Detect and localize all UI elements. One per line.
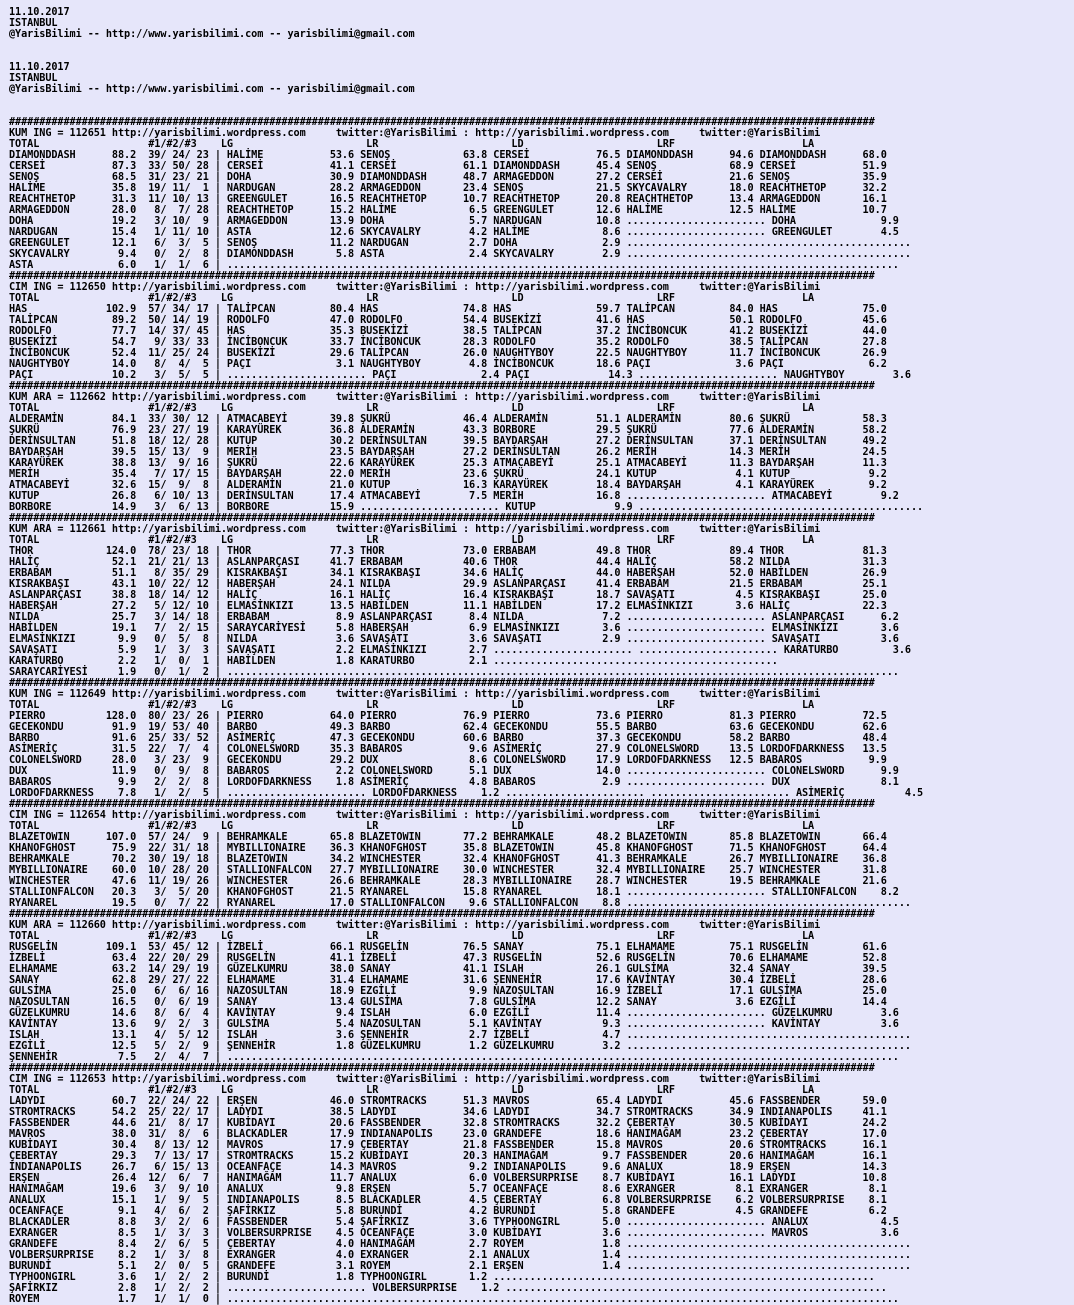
header-contact: @YarisBilimi -- http://www.yarisbilimi.com -- yarisbilimi@gmail.com bbox=[9, 29, 415, 40]
header-city: ISTANBUL bbox=[9, 18, 58, 29]
report-page bbox=[9, 7, 1069, 1305]
header-contact-repeat: @YarisBilimi -- http://www.yarisbilimi.com -- yarisbilimi@gmail.com bbox=[9, 84, 415, 95]
header-city-repeat: ISTANBUL bbox=[9, 73, 58, 84]
header-date-repeat: 11.10.2017 bbox=[9, 62, 70, 73]
header-spacer bbox=[9, 40, 1069, 62]
race-report-tables: ############################################################################################################################################### KUM ING = 112651 http://yarisbilimi.wordpress.com twitter:@YarisBilimi : http://yarisbilimi.wordpress.com twitter:@YarisBilimi TOTAL #1/#2/#3 LG LR LD LRF LA DIAMONDDASH 88.2 39/ 24/ 23 | HALİME 53.6 SENOŞ 63.8 CERSEİ 76.5 DIAMONDDASH 94.6 DIAMONDDASH 68.0 CERSEİ 87.3 33/ 50/ 28 | CERSEİ 41.1 CERSEİ 61.1 DIAMONDDASH 45.4 SENOŞ 68.9 CERSEİ 51.9 SENOŞ 68.5 31/ 23/ 21 | DOHA 30.9 DIAMONDDASH 48.7 ARMAGEDDON 27.2 CERSEİ 21.6 SENOŞ 35.9 HALİME 35.8 19/ 11/ 1 | NARDUGAN 28.2 ARMAGEDDON 23.4 SENOŞ 21.5 SKYCAVALRY 18.0 REACHTHETOP 32.2 REACHTHETOP 31.3 11/ 10/ 13 | GREENGULET 16.5 REACHTHETOP 10.7 REACHTHETOP 20.8 REACHTHETOP 13.4 ARMAGEDDON 16.1 ARMAGEDDON 28.0 8/ 7/ 28 | REACHTHETOP 15.2 HALİME 6.5 GREENGULET 12.6 HALİME 12.5 HALİME 10.7 DOHA 19.2 3/ 10/ 9 | ARMAGEDDON 13.9 DOHA 5.7 NARDUGAN 10.8 ....................... DOHA 9.9 NARDUGAN 15.4 1/ 11/ 10 | ASTA 12.6 SKYCAVALRY 4.2 HALİME 8.6 ....................... GREENGULET 4.5 GREENGULET 12.1 6/ 3/ 5 | SENOŞ 11.2 NARDUGAN 2.7 DOHA 2.9 ............................................... SKYCAVALRY 9.4 0/ 2/ 8 | DIAMONDDASH 5.8 ASTA 2.4 SKYCAVALRY 2.9 ............................................... ASTA 6.0 1/ 1/ 6 | ............................................................................................................... ############################################################################################################################################### CIM ING = 112650 http://yarisbilimi.wordpress.com twitter:@YarisBilimi : http://yarisbilimi.wordpress.com twitter:@YarisBilimi TOTAL #1/#2/#3 LG LR LD LRF LA HAS 102.9 57/ 34/ 17 | TALİPCAN 80.4 HAS 74.8 HAS 59.7 TALİPCAN 84.0 HAS 75.0 TALİPCAN 89.2 50/ 14/ 19 | RODOLFO 47.0 RODOLFO 54.4 BUSEKİZİ 41.6 HAS 50.1 RODOLFO 45.6 RODOLFO 77.7 14/ 37/ 45 | HAS 35.3 BUSEKİZİ 38.5 TALİPCAN 37.2 İNCİBONCUK 41.2 BUSEKİZİ 44.0 BUSEKİZİ 54.7 9/ 33/ 33 | İNCİBONCUK 33.7 İNCİBONCUK 28.3 RODOLFO 35.2 RODOLFO 38.5 TALİPCAN 27.8 İNCİBONCUK 52.4 11/ 25/ 24 | BUSEKİZİ 29.6 TALİPCAN 26.0 NAUGHTYBOY 22.5 NAUGHTYBOY 11.7 İNCİBONCUK 26.9 NAUGHTYBOY 14.0 8/ 4/ 5 | PAÇI 3.1 NAUGHTYBOY 4.8 İNCİBONCUK 18.6 PAÇI 3.6 PAÇI 6.2 PAÇI 10.2 3/ 5/ 5 | ....................... PAÇI 2.4 PAÇI 14.3 ....................... NAUGHTYBOY 3.6 ############################################################################################################################################### KUM ARA = 112662 http://yarisbilimi.wordpress.com twitter:@YarisBilimi : http://yarisbilimi.wordpress.com twitter:@YarisBilimi TOTAL #1/#2/#3 LG LR LD LRF LA ALDERAMİN 84.1 33/ 30/ 12 | ATMACABEYİ 39.8 ŞUKRÜ 46.4 ALDERAMİN 51.1 ALDERAMİN 80.6 ŞUKRÜ 58.3 ŞUKRÜ 76.9 23/ 27/ 19 | KARAYÜREK 36.8 ALDERAMİN 43.3 BORBORE 29.5 ŞUKRÜ 77.6 ALDERAMİN 58.2 DERİNSULTAN 51.8 18/ 12/ 28 | KUTUP 30.2 DERİNSULTAN 39.5 BAYDARŞAH 27.2 DERİNSULTAN 37.1 DERİNSULTAN 49.2 BAYDARŞAH 39.5 15/ 13/ 9 | MERİH 23.5 BAYDARŞAH 27.2 DERİNSULTAN 26.2 MERİH 14.3 MERİH 24.5 KARAYÜREK 38.8 13/ 9/ 16 | ŞUKRÜ 22.6 KARAYÜREK 25.3 ATMACABEYİ 25.1 ATMACABEYİ 11.3 BAYDARŞAH 11.3 MERİH 35.4 7/ 17/ 15 | BAYDARŞAH 22.0 MERİH 23.6 ŞUKRÜ 24.1 KUTUP 4.1 KUTUP 9.2 ATMACABEYİ 32.6 15/ 9/ 8 | ALDERAMİN 21.0 KUTUP 16.3 KARAYÜREK 18.4 BAYDARŞAH 4.1 KARAYÜREK 9.2 KUTUP 26.8 6/ 10/ 13 | DERİNSULTAN 17.4 ATMACABEYİ 7.5 MERİH 16.8 ....................... ATMACABEYİ 9.2 BORBORE 14.9 3/ 6/ 13 | BORBORE 15.9 ....................... KUTUP 9.9 ............................................... ############################################################################################################################################### KUM ARA = 112661 http://yarisbilimi.wordpress.com twitter:@YarisBilimi : http://yarisbilimi.wordpress.com twitter:@YarisBilimi TOTAL #1/#2/#3 LG LR LD LRF LA THOR 124.0 78/ 23/ 18 | THOR 77.3 THOR 73.0 ERBABAM 49.8 THOR 89.4 THOR 81.3 HALİÇ 52.1 21/ 21/ 13 | ASLANPARÇASI 41.7 ERBABAM 40.6 THOR 44.4 HALİÇ 58.2 NILDA 31.3 ERBABAM 51.1 8/ 35/ 29 | KISRAKBAŞI 34.1 KISRAKBAŞI 34.6 HALİÇ 44.0 HABERŞAH 52.0 HABİLDEN 26.9 KISRAKBAŞI 43.1 10/ 22/ 12 | HABERŞAH 24.1 NILDA 29.9 ASLANPARÇASI 41.4 ERBABAM 21.5 ERBABAM 25.1 ASLANPARÇASI 38.8 18/ 14/ 12 | HALİÇ 16.1 HALİÇ 16.4 KISRAKBAŞI 18.7 SAVAŞATI 4.5 KISRAKBAŞI 25.0 HABERŞAH 27.2 5/ 12/ 10 | ELMASİNKIZI 13.5 HABİLDEN 11.1 HABİLDEN 17.2 ELMASİNKIZI 3.6 HALİÇ 22.3 NILDA 25.7 3/ 14/ 18 | ERBABAM 8.9 ASLANPARÇASI 8.4 NILDA 7.2 ....................... ASLANPARÇASI 6.2 HABİLDEN 19.1 7/ 2/ 15 | SARAYCARİYESİ 5.8 HABERŞAH 6.9 ELMASİNKIZI 3.6 ....................... ELMASİNKIZI 3.6 ELMASİNKIZI 9.9 0/ 5/ 8 | NILDA 3.6 SAVAŞATI 3.6 SAVAŞATI 2.9 ....................... SAVAŞATI 3.6 SAVAŞATI 5.9 1/ 3/ 3 | SAVAŞATI 2.2 ELMASİNKIZI 2.7 ....................... ....................... KARATURBO 3.6 KARATURBO 2.2 1/ 0/ 1 | HABİLDEN 1.8 KARATURBO 2.1 ............................................... SARAYCARİYESİ 1.9 0/ 1/ 2 | ............................................................................................................... ############################################################################################################################################### KUM ING = 112649 http://yarisbilimi.wordpress.com twitter:@YarisBilimi : http://yarisbilimi.wordpress.com twitter:@YarisBilimi TOTAL #1/#2/#3 LG LR LD LRF LA PIERRO 128.0 80/ 23/ 26 | PIERRO 64.0 PIERRO 76.9 PIERRO 73.6 PIERRO 81.3 PIERRO 72.5 GECEKONDU 91.9 19/ 53/ 40 | BARBO 49.3 BARBO 62.4 GECEKONDU 55.5 BARBO 63.6 GECEKONDU 62.6 BARBO 91.6 25/ 33/ 52 | ASİMERİÇ 47.3 GECEKONDU 60.6 BARBO 37.3 GECEKONDU 58.2 BARBO 48.4 ASİMERİÇ 31.5 22/ 7/ 4 | COLONELSWORD 35.3 BABAROS 9.6 ASİMERİÇ 27.9 COLONELSWORD 13.5 LORDOFDARKNESS 13.5 COLONELSWORD 28.0 3/ 23/ 9 | GECEKONDU 29.2 DUX 8.6 COLONELSWORD 17.9 LORDOFDARKNESS 12.5 BABAROS 9.9 DUX 11.9 0/ 9/ 8 | BABAROS 2.2 COLONELSWORD 5.1 DUX 14.0 ....................... COLONELSWORD 9.9 BABAROS 9.9 2/ 2/ 8 | LORDOFDARKNESS 1.8 ASİMERİÇ 4.8 BABAROS 2.9 ....................... DUX 8.1 LORDOFDARKNESS 7.8 1/ 2/ 5 | ....................... LORDOFDARKNESS 1.2 ....................... ....................... ASİMERİÇ 4.5 ############################################################################################################################################### CIM ING = 112654 http://yarisbilimi.wordpress.com twitter:@YarisBilimi : http://yarisbilimi.wordpress.com twitter:@YarisBilimi TOTAL #1/#2/#3 LG LR LD LRF LA BLAZETOWIN 107.0 57/ 24/ 9 | BEHRAMKALE 65.8 BLAZETOWIN 77.2 BEHRAMKALE 48.2 BLAZETOWIN 85.8 BLAZETOWIN 66.4 KHANOFGHOST 75.9 22/ 31/ 18 | MYBILLIONAIRE 36.3 KHANOFGHOST 35.8 BLAZETOWIN 45.8 KHANOFGHOST 71.5 KHANOFGHOST 64.4 BEHRAMKALE 70.2 30/ 19/ 18 | BLAZETOWIN 34.2 WINCHESTER 32.4 KHANOFGHOST 41.3 BEHRAMKALE 26.7 MYBILLIONAIRE 36.8 MYBILLIONAIRE 60.0 10/ 28/ 20 | STALLIONFALCON 27.7 MYBILLIONAIRE 30.0 WINCHESTER 32.4 MYBILLIONAIRE 25.7 WINCHESTER 31.8 WINCHESTER 47.6 11/ 19/ 26 | WINCHESTER 26.6 BEHRAMKALE 28.3 MYBILLIONAIRE 28.7 WINCHESTER 19.5 BEHRAMKALE 21.6 STALLIONFALCON 20.3 3/ 5/ 20 | KHANOFGHOST 21.5 RYANAREL 15.8 RYANAREL 18.1 ....................... STALLIONFALCON 8.2 RYANAREL 19.5 0/ 7/ 22 | RYANAREL 17.0 STALLIONFALCON 9.6 STALLIONFALCON 8.8 ............................................... ############################################################################################################################################### KUM ARA = 112660 http://yarisbilimi.wordpress.com twitter:@YarisBilimi : http://yarisbilimi.wordpress.com twitter:@YarisBilimi TOTAL #1/#2/#3 LG LR LD LRF LA RUSGELİN 109.1 53/ 45/ 12 | İZBELİ 66.1 RUSGELİN 76.5 SANAY 75.1 ELHAMAME 75.1 RUSGELİN 61.6 İZBELİ 63.4 22/ 20/ 29 | RUSGELİN 41.1 İZBELİ 47.3 RUSGELİN 52.6 RUSGELİN 70.6 ELHAMAME 52.8 ELHAMAME 63.2 14/ 29/ 19 | GÜZELKUMRU 38.0 SANAY 41.1 ISLAH 26.1 GULSİMA 32.4 SANAY 39.5 SANAY 62.8 29/ 27/ 22 | ELHAMAME 31.4 ELHAMAME 31.6 ŞENNEHİR 17.6 KAVİNTAY 30.4 İZBELİ 28.6 GULSİMA 25.0 6/ 6/ 16 | NAZOSULTAN 18.9 EZGİLİ 9.9 NAZOSULTAN 16.9 İZBELİ 17.1 GULSİMA 25.0 NAZOSULTAN 16.5 0/ 6/ 19 | SANAY 13.4 GULSİMA 7.8 GULSİMA 12.2 SANAY 3.6 EZGİLİ 14.4 GÜZELKUMRU 14.6 8/ 6/ 4 | KAVİNTAY 9.4 ISLAH 6.0 EZGİLİ 11.4 ....................... GÜZELKUMRU 3.6 KAVİNTAY 13.6 9/ 2/ 3 | GULSİMA 5.4 NAZOSULTAN 5.1 KAVİNTAY 9.3 ....................... KAVİNTAY 3.6 ISLAH 13.1 4/ 5/ 12 | ISLAH 3.6 ŞENNEHİR 2.7 İZBELİ 4.7 ............................................... EZGİLİ 12.5 5/ 2/ 9 | ŞENNEHİR 1.8 GÜZELKUMRU 1.2 GÜZELKUMRU 3.2 ............................................... ŞENNEHİR 7.5 2/ 4/ 7 | ............................................................................................................... ############################################################################################################################################### CIM ING = 112653 http://yarisbilimi.wordpress.com twitter:@YarisBilimi : http://yarisbilimi.wordpress.com twitter:@YarisBilimi TOTAL #1/#2/#3 LG LR LD LRF LA LADYDI 60.7 22/ 24/ 22 | ERŞEN 46.0 STROMTRACKS 51.3 MAVROS 65.4 LADYDI 45.6 FASSBENDER 59.0 STROMTRACKS 54.2 25/ 22/ 17 | LADYDI 38.5 LADYDI 34.6 LADYDI 34.7 STROMTRACKS 34.9 INDIANAPOLIS 41.1 FASSBENDER 44.6 21/ 8/ 17 | KUBİDAYI 20.6 FASSBENDER 32.8 STROMTRACKS 32.2 ÇEBERTAY 30.5 KUBİDAYI 24.2 MAVROS 38.0 31/ 8/ 6 | BLACKADLER 17.9 INDIANAPOLIS 23.0 GRANDEFE 18.6 HANIMAĞAM 23.2 ÇEBERTAY 17.0 KUBİDAYI 30.4 8/ 13/ 12 | MAVROS 17.9 ÇEBERTAY 21.8 FASSBENDER 15.8 MAVROS 20.6 STROMTRACKS 16.1 ÇEBERTAY 29.3 7/ 13/ 17 | STROMTRACKS 15.2 KUBİDAYI 20.3 HANIMAĞAM 9.7 FASSBENDER 20.6 HANIMAĞAM 16.1 İNDIANAPOLIS 26.7 6/ 15/ 13 | OCEANFAÇE 14.3 MAVROS 9.2 INDIANAPOLIS 9.6 ANALUX 18.9 ERŞEN 14.3 ERŞEN 26.4 12/ 6/ 7 | HANIMAĞAM 11.7 ANALUX 6.0 VOLBERSURPRISE 8.7 KUBİDAYI 16.1 LADYDI 10.8 HANIMAĞAM 19.6 3/ 9/ 10 | ANALUX 9.8 ERŞEN 5.7 OCEANFAÇE 8.6 EXRANGER 8.1 EXRANGER 8.1 ANALUX 15.1 1/ 9/ 5 | INDIANAPOLIS 8.5 BLACKADLER 4.5 ÇEBERTAY 6.8 VOLBERSURPRISE 6.2 VOLBERSURPRISE 8.1 OCEANFAÇE 9.1 4/ 6/ 2 | ŞAFİRKIZ 5.8 BURUNDİ 4.2 BURUNDİ 5.8 GRANDEFE 4.5 GRANDEFE 6.2 BLACKADLER 8.8 3/ 2/ 6 | FASSBENDER 5.4 ŞAFİRKIZ 3.6 TYPHOONGIRL 5.0 ....................... ANALUX 4.5 EXRANGER 8.5 1/ 3/ 3 | VOLBERSURPRISE 4.5 OCEANFAÇE 3.0 KUBİDAYI 3.6 ....................... MAVROS 3.6 GRANDEFE 8.4 2/ 6/ 5 | ÇEBERTAY 4.0 HANIMAĞAM 2.7 ROYEM 1.8 ............................................... VOLBERSURPRISE 8.2 1/ 3/ 8 | EXRANGER 4.0 EXRANGER 2.1 ANALUX 1.4 ............................................... BURUNDİ 5.1 2/ 0/ 5 | GRANDEFE 3.1 ROYEM 2.1 ERŞEN 1.4 ............................................... TYPHOONGIRL 3.6 1/ 2/ 2 | BURUNDİ 1.8 TYPHOONGIRL 1.2 ............................................................... ŞAFİRKIZ 2.8 1/ 2/ 2 | ....................... VOLBERSURPRISE 1.2 ............................................................... ROYEM 1.7 1/ 1/ 0 | ............................................................................................................... bbox=[9, 117, 924, 1305]
header-date: 11.10.2017 bbox=[9, 7, 70, 18]
header-spacer-2 bbox=[9, 95, 1069, 117]
